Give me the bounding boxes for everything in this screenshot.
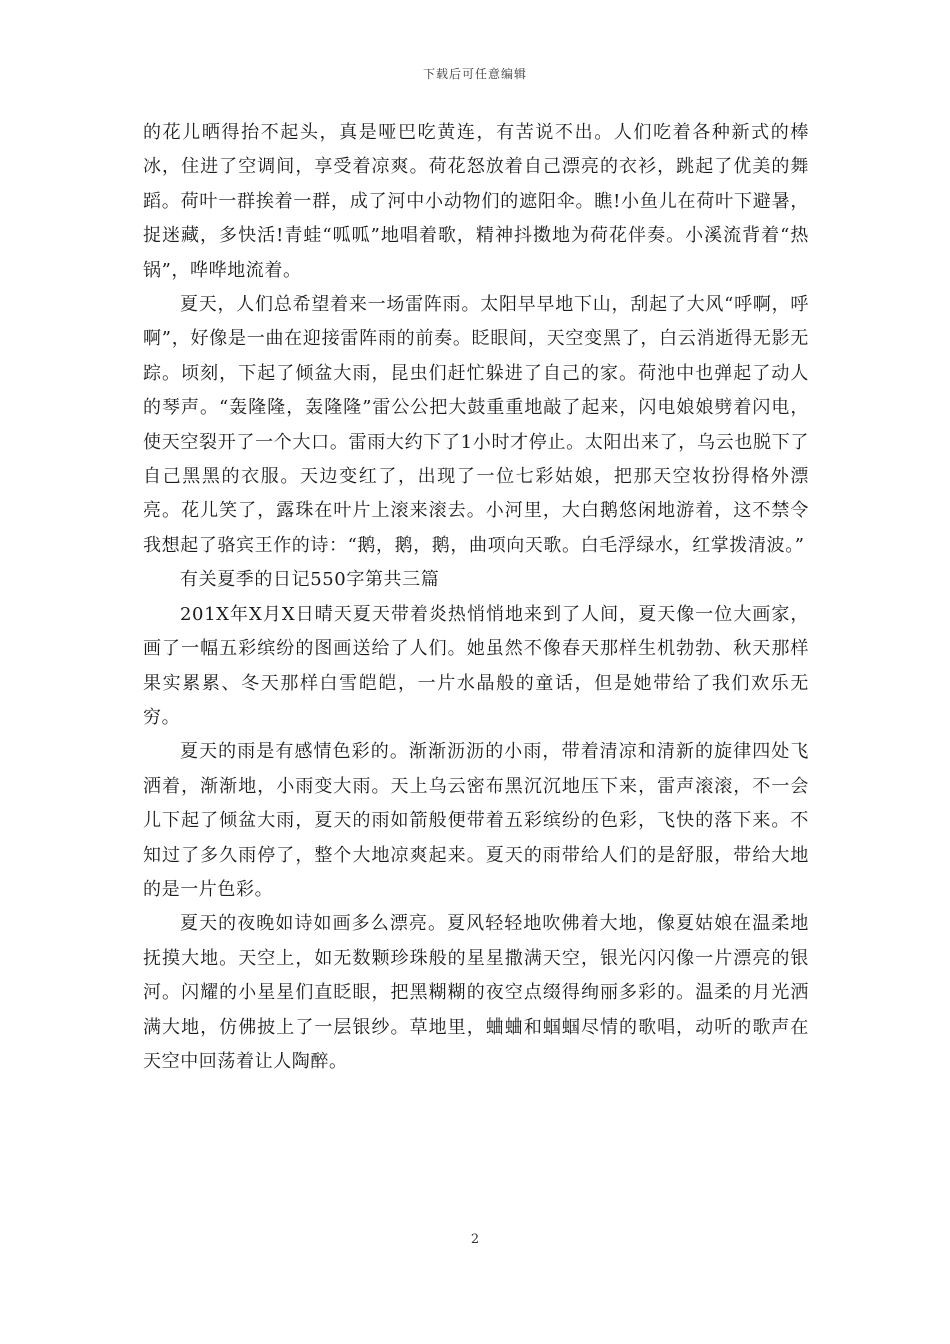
paragraph-1: 的花儿晒得抬不起头，真是哑巴吃黄连，有苦说不出。人们吃着各种新式的棒冰，住进了空调间，享受着凉爽。荷花怒放着自己漂亮的衣衫，跳起了优美的舞蹈。荷叶一群挨着一群，成了河中小动物们的遮阳伞。瞧!小鱼儿在荷叶下避暑，捉迷藏，多快活!青蛙“呱呱”地唱着歌，精神抖擞地为荷花伴奏。小溪流背着“热锅”，哗哗地流着。	[143, 122, 809, 281]
paragraph-4: 夏天的雨是有感情色彩的。渐渐沥沥的小雨，带着清凉和清新的旋律四处飞洒着，渐渐地，小雨变大雨。天上乌云密布黑沉沉地压下来，雷声滚滚，不一会儿下起了倾盆大雨，夏天的雨如箭般便带着五彩缤纷的色彩，飞快的落下来。不知过了多久雨停了，整个大地凉爽起来。夏天的雨带给人们的是舒服，带给大地的是一片色彩。	[143, 741, 809, 900]
page-header: 下载后可任意编辑	[422, 67, 527, 81]
paragraph-5: 夏天的夜晚如诗如画多么漂亮。夏风轻轻地吹佛着大地，像夏姑娘在温柔地抚摸大地。天空上，如无数颗珍珠般的星星撒满天空，银光闪闪像一片漂亮的银河。闪耀的小星星们直眨眼，把黑糊糊的夜空点缀得绚丽多彩的。温柔的月光洒满大地，仿佛披上了一层银纱。草地里，蛐蛐和蝈蝈尽情的歌唱，动听的歌声在天空中回荡着让人陶醉。	[143, 913, 809, 1072]
paragraph-3: 201X年X月X日晴天夏天带着炎热悄悄地来到了人间，夏天像一位大画家，画了一幅五彩缤纷的图画送给了人们。她虽然不像春天那样生机勃勃、秋天那样果实累累、冬天那样白雪皑皑，一片水晶般的童话，但是她带给了我们欢乐无穷。	[143, 603, 809, 728]
page-number: 2	[470, 1232, 480, 1247]
document-body	[143, 116, 809, 1079]
section-heading: 有关夏季的日记550字第共三篇	[180, 569, 440, 591]
paragraph-2: 夏天，人们总希望着来一场雷阵雨。太阳早早地下山，刮起了大风“呼啊，呼啊”，好像是一曲在迎接雷阵雨的前奏。眨眼间，天空变黑了，白云消逝得无影无踪。顷刻，下起了倾盆大雨，昆虫们赶忙躲进了自己的家。荷池中也弹起了动人的琴声。“轰隆隆，轰隆隆”雷公公把大鼓重重地敲了起来，闪电娘娘劈着闪电，使天空裂开了一个大口。雷雨大约下了1小时才停止。太阳出来了，乌云也脱下了自己黑黑的衣服。天边变红了，出现了一位七彩姑娘，把那天空妆扮得格外漂亮。花儿笑了，露珠在叶片上滚来滚去。小河里，大白鹅悠闲地游着，这不禁令我想起了骆宾王作的诗：“鹅，鹅，鹅，曲项向天歌。白毛浮绿水，红掌拨清波。”	[143, 294, 809, 556]
